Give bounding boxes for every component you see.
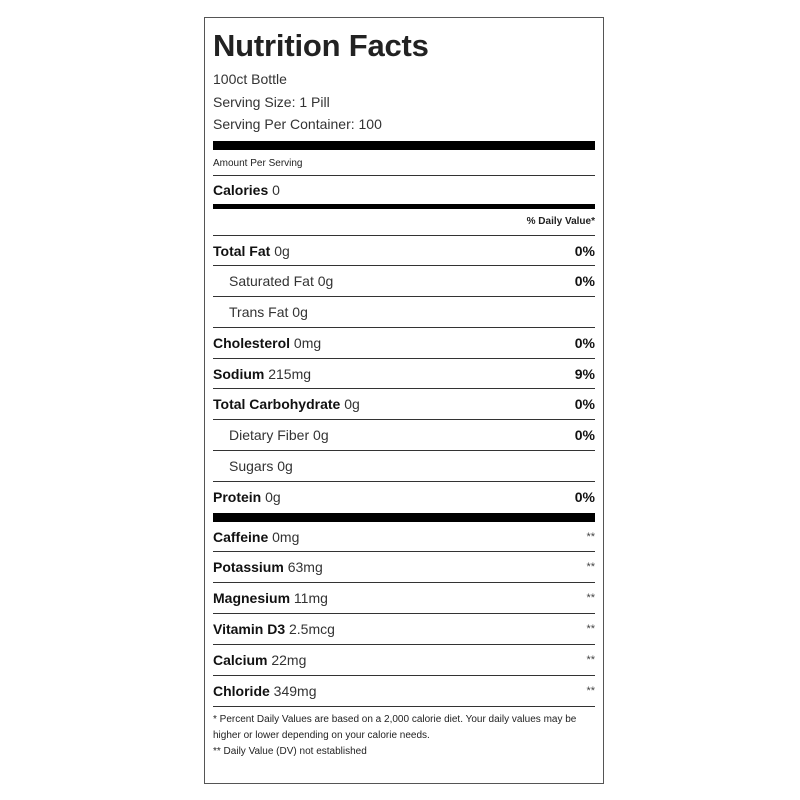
nutrient-daily-value: 0% [574, 242, 595, 259]
nutrient-amount: 0g [344, 396, 360, 413]
calories-value: 0 [272, 181, 280, 198]
supplement-amount: 63mg [287, 559, 323, 576]
supplement-daily-value: ** [586, 653, 595, 666]
supplement-row-calcium [213, 645, 595, 676]
supplement-name: Caffeine [213, 528, 269, 545]
nutrient-row-total-carbohydrate [213, 389, 595, 420]
nutrient-amount: 0g [313, 427, 329, 444]
supplement-amount: 22mg [271, 651, 307, 668]
nutrient-name: Total Fat [213, 242, 271, 259]
nutrient-amount: 0g [274, 242, 290, 259]
supplement-name: Calcium [213, 651, 268, 668]
nutrient-row-trans-fat [213, 297, 595, 328]
nutrient-amount: 0g [265, 488, 281, 505]
supplement-daily-value: ** [586, 684, 595, 697]
bottle-count: 100ct Bottle [213, 71, 287, 87]
nutrient-name: Saturated Fat [229, 273, 314, 290]
supplement-amount: 11mg [293, 590, 328, 607]
nutrient-row-dietary-fiber [213, 420, 595, 451]
footnote-percent-daily-value: * Percent Daily Values are based on a 2,000 calorie diet. Your daily values may be higher or lower depending on your calorie needs. [213, 714, 577, 742]
nutrient-row-cholesterol [213, 328, 595, 359]
amount-per-serving-label: Amount Per Serving [213, 152, 595, 176]
calories-label: Calories [213, 181, 269, 198]
nutrient-name: Protein [213, 488, 262, 505]
nutrient-row-sugars [213, 451, 595, 482]
nutrient-daily-value: 0% [574, 427, 595, 444]
supplement-name: Magnesium [213, 590, 291, 607]
nutrient-name: Cholesterol [213, 334, 291, 351]
supplement-daily-value: ** [586, 592, 595, 605]
thick-divider [213, 141, 595, 150]
supplement-amount: 0mg [272, 528, 300, 545]
panel-title: Nutrition Facts [213, 28, 429, 63]
nutrient-name: Total Carbohydrate [213, 396, 341, 413]
supplement-name: Chloride [213, 682, 270, 699]
daily-value-header: % Daily Value* [213, 209, 595, 236]
nutrient-daily-value: 0% [574, 273, 595, 290]
servings-per-container: Serving Per Container: 100 [213, 116, 382, 132]
nutrient-amount: 0g [317, 273, 334, 290]
nutrient-row-sodium [213, 359, 595, 390]
nutrient-name: Trans Fat [229, 304, 289, 321]
supplement-amount: 2.5mcg [289, 621, 335, 638]
nutrient-amount: 0mg [293, 334, 322, 351]
nutrient-daily-value: 9% [574, 365, 595, 382]
supplement-daily-value: ** [586, 561, 595, 574]
nutrient-row-saturated-fat [213, 266, 595, 297]
supplement-name: Vitamin D3 [213, 621, 286, 638]
supplement-row-vitamin-d3 [213, 614, 595, 645]
nutrient-amount: 215mg [268, 365, 312, 382]
supplement-row-magnesium [213, 583, 595, 614]
footnotes [213, 706, 595, 760]
nutrient-amount: 0g [277, 458, 293, 475]
nutrient-daily-value: 0% [574, 488, 595, 505]
nutrient-row-total-fat [213, 236, 595, 267]
thick-divider [213, 513, 595, 522]
nutrient-daily-value: 0% [574, 396, 595, 413]
nutrient-name: Dietary Fiber [229, 427, 310, 444]
supplement-row-chloride [213, 676, 595, 707]
calories-row [213, 176, 595, 204]
supplement-row-caffeine [213, 522, 595, 553]
nutrient-amount: 0g [292, 304, 308, 321]
supplement-daily-value: ** [586, 530, 595, 543]
supplement-amount: 349mg [273, 682, 317, 699]
nutrient-name: Sodium [213, 365, 265, 382]
nutrient-name: Sugars [229, 458, 274, 475]
nutrient-daily-value: 0% [574, 334, 595, 351]
supplement-row-potassium [213, 552, 595, 583]
nutrient-row-protein [213, 482, 595, 513]
serving-size: Serving Size: 1 Pill [213, 93, 330, 110]
nutrition-facts-panel [204, 17, 604, 784]
supplement-name: Potassium [213, 559, 284, 576]
supplement-daily-value: ** [586, 623, 595, 636]
footnote-dv-not-established: ** Daily Value (DV) not established [213, 746, 367, 758]
